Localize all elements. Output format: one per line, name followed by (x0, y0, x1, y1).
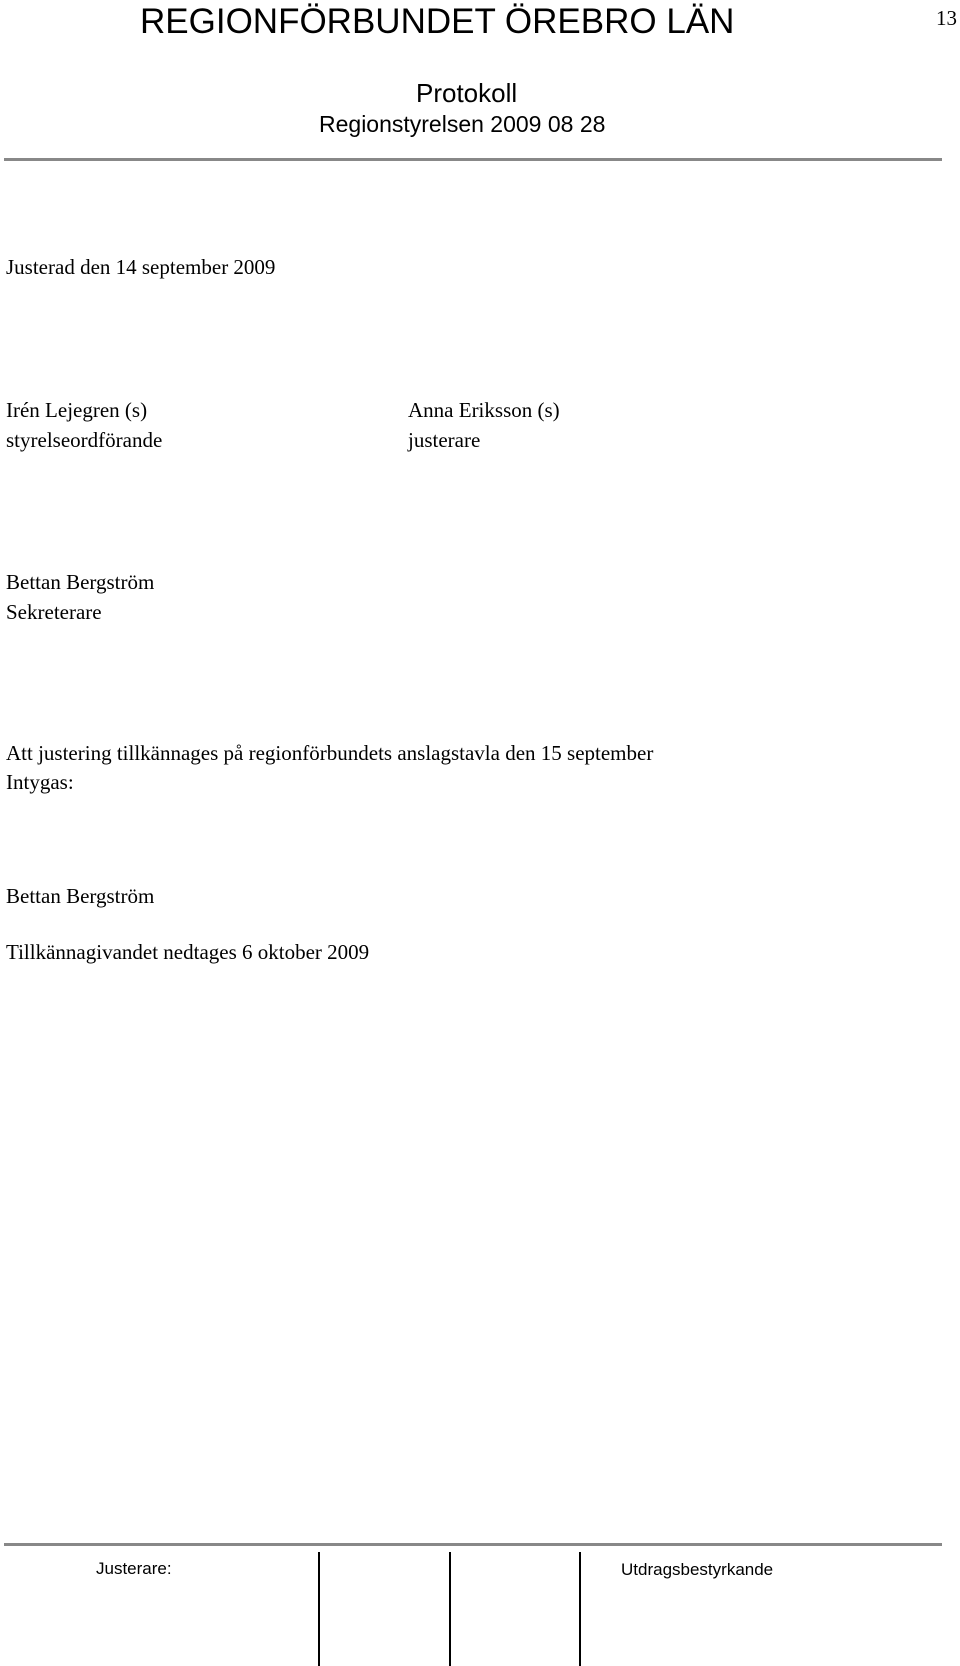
meeting-title: Regionstyrelsen 2009 08 28 (319, 111, 606, 137)
header-divider (4, 158, 942, 161)
footer-column-divider (579, 1552, 581, 1666)
organization-title: REGIONFÖRBUNDET ÖREBRO LÄN (140, 2, 735, 41)
certified-label: Intygas: (6, 770, 74, 794)
footer-column-divider (449, 1552, 451, 1666)
secretary-role: Sekreterare (6, 600, 102, 624)
secretary-name: Bettan Bergström (6, 570, 155, 594)
adjuster-signature-role: justerare (408, 428, 481, 452)
document-type: Protokoll (416, 78, 518, 108)
page-number: 13 (936, 6, 957, 30)
footer-divider (4, 1543, 942, 1546)
notice-text: Att justering tillkännages på regionförbundets anslagstavla den 15 september (6, 741, 654, 765)
chair-signature-role: styrelseordförande (6, 428, 163, 452)
footer-certification-label: Utdragsbestyrkande (621, 1560, 774, 1579)
adjusted-date: Justerad den 14 september 2009 (6, 255, 276, 279)
footer-adjusters-label: Justerare: (96, 1559, 172, 1578)
chair-signature-name: Irén Lejegren (s) (6, 398, 148, 422)
removal-date: Tillkännagivandet nedtages 6 oktober 2009 (6, 940, 370, 964)
certifier-name: Bettan Bergström (6, 884, 155, 908)
adjuster-signature-name: Anna Eriksson (s) (408, 398, 560, 422)
footer-column-divider (318, 1552, 320, 1666)
